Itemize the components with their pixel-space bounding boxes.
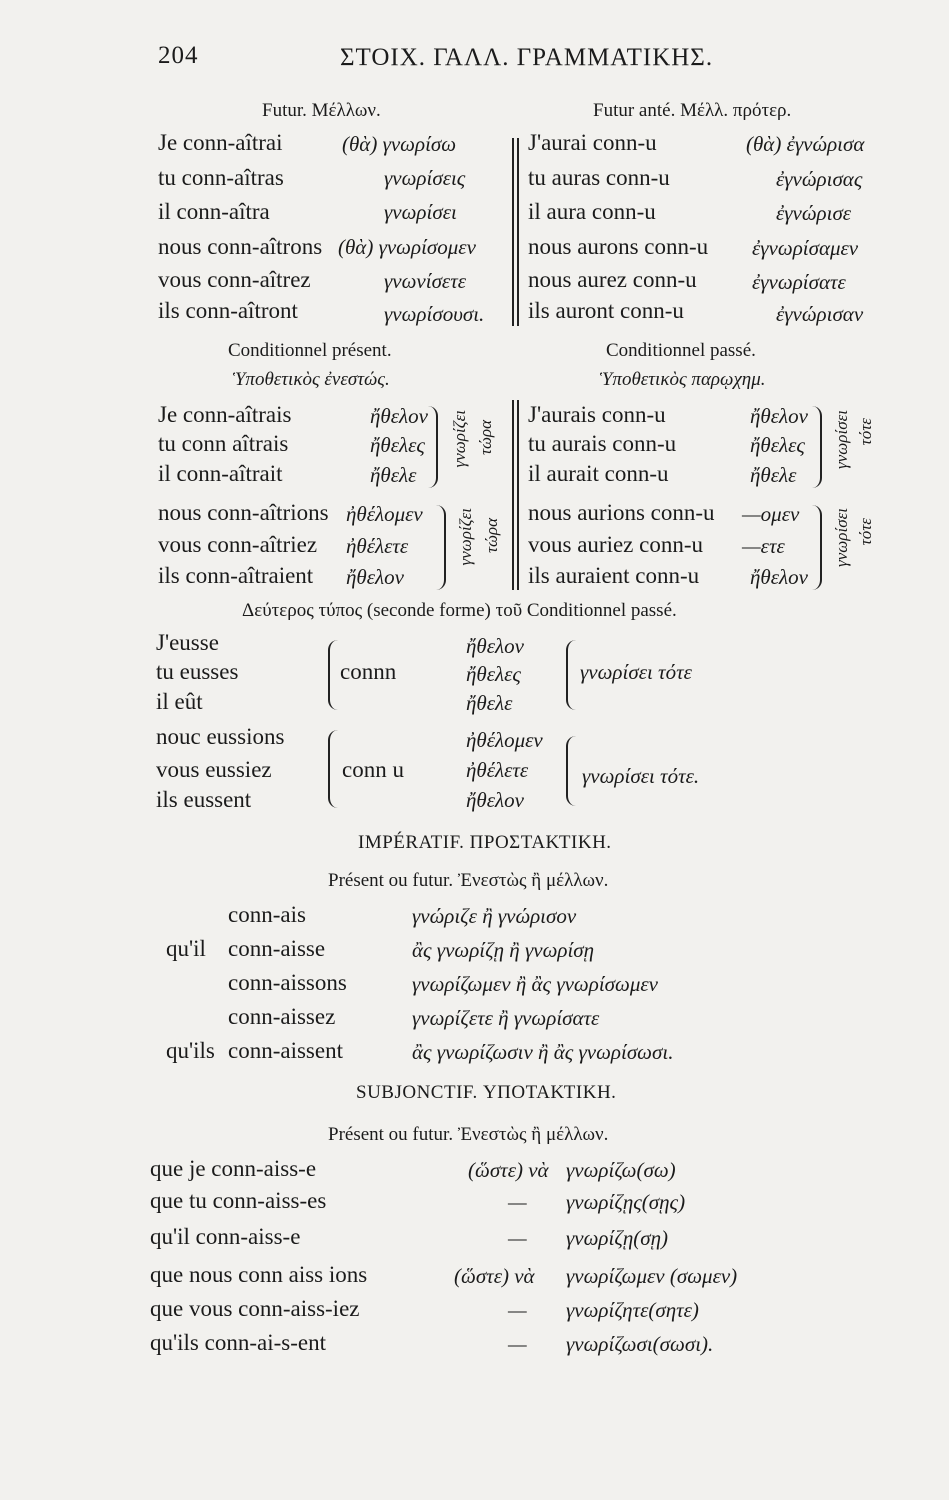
second-form-connu: connn bbox=[340, 659, 397, 684]
subjonctif-mid: (ὥστε) νὰ bbox=[468, 1158, 549, 1182]
subjonctif-gr: γνωρίζω(σω) bbox=[566, 1158, 676, 1182]
subjonctif-fr: qu'ils conn-ai-s-ent bbox=[150, 1330, 326, 1355]
futur-ante-gr: (θὰ) ἐγνώρισα bbox=[746, 132, 865, 156]
futur-ante-fr: il aura conn-u bbox=[528, 199, 656, 224]
subjonctif-fr: que je conn-aiss-e bbox=[150, 1156, 317, 1181]
second-form-fr: tu eusses bbox=[156, 659, 239, 684]
cond-present-gr: ἠθέλετε bbox=[346, 534, 409, 558]
imperatif-fr: conn-aissez bbox=[228, 1004, 336, 1029]
cond-present-fr: vous conn-aîtriez bbox=[158, 532, 318, 557]
futur-fr: ils conn-aîtront bbox=[158, 298, 298, 323]
imperatif-fr: conn-aisse bbox=[228, 936, 326, 961]
cond-present-fr: il conn-aîtrait bbox=[158, 461, 283, 486]
futur-ante-gr: ἐγνωρίσατε bbox=[752, 270, 846, 294]
futur-gr: γνωρίσουσι. bbox=[384, 302, 485, 326]
subjonctif-gr: γνωρίζῃ(σῃ) bbox=[566, 1226, 669, 1250]
cond-present-side: τώρα bbox=[476, 420, 495, 456]
column-divider bbox=[512, 138, 514, 326]
futur-ante-fr: ils auront conn-u bbox=[528, 298, 684, 323]
imperatif-gr: γνωρίζωμεν ἢ ἂς γνωρίσωμεν bbox=[412, 972, 658, 996]
futur-ante-heading: Futur anté. Μέλλ. πρότερ. bbox=[593, 100, 792, 121]
imperatif-gr: γνώριζε ἢ γνώρισον bbox=[412, 904, 577, 928]
cond-passe-fr: vous auriez conn-u bbox=[528, 532, 703, 557]
cond-present-gr: ἤθελον bbox=[370, 404, 428, 428]
brace bbox=[566, 736, 576, 806]
second-form-tail: γνωρίσει τότε bbox=[580, 660, 692, 684]
futur-fr: tu conn-aîtras bbox=[158, 165, 284, 190]
cond-passe-fr: tu aurais conn-u bbox=[528, 431, 677, 456]
subjonctif-mid: — bbox=[508, 1298, 527, 1322]
cond-present-fr: nous conn-aîtrions bbox=[158, 500, 329, 525]
futur-gr: γνωνίσετε bbox=[384, 269, 467, 293]
cond-present-side: γνωρίζει bbox=[456, 508, 475, 566]
cond-present-heading: Conditionnel présent. bbox=[228, 340, 392, 361]
cond-present-side: τώρα bbox=[482, 518, 501, 554]
second-form-fr: vous eussiez bbox=[156, 757, 272, 782]
imperatif-subheading: Présent ou futur. Ἐνεστὼς ἢ μέλλων. bbox=[328, 870, 609, 891]
second-form-tail: γνωρίσει τότε. bbox=[582, 764, 700, 788]
futur-ante-fr: J'aurai conn-u bbox=[528, 130, 657, 155]
subjonctif-mid: — bbox=[508, 1190, 527, 1214]
cond-passe-gr: —ετε bbox=[742, 534, 785, 558]
subjonctif-heading: SUBJONCTIF. ΥΠΟΤΑΚΤΙΚΗ. bbox=[356, 1082, 617, 1103]
subjonctif-fr: que nous conn aiss ions bbox=[150, 1262, 368, 1287]
futur-fr: nous conn-aîtrons bbox=[158, 234, 323, 259]
second-form-connu: conn u bbox=[342, 757, 404, 782]
brace bbox=[812, 505, 822, 590]
cond-present-gr: ἠθέλομεν bbox=[346, 502, 423, 526]
cond-present-fr: ils conn-aîtraient bbox=[158, 563, 314, 588]
second-form-fr: nouc eussions bbox=[156, 724, 285, 749]
brace bbox=[328, 640, 338, 710]
futur-gr: γνωρίσεις bbox=[384, 166, 466, 190]
futur-ante-gr: ἐγνωρίσαμεν bbox=[752, 236, 859, 260]
subjonctif-mid: (ὥστε) νὰ bbox=[454, 1264, 535, 1288]
brace bbox=[812, 406, 822, 488]
cond-passe-side: τότε bbox=[856, 518, 875, 546]
cond-present-fr: Je conn-aîtrais bbox=[158, 402, 292, 427]
futur-gr: γνωρίσει bbox=[384, 200, 457, 224]
futur-gr: (θὰ) γνωρίσω bbox=[342, 132, 457, 156]
imperatif-fr: conn-aissons bbox=[228, 970, 347, 995]
subjonctif-gr: γνωρίζωμεν (σωμεν) bbox=[566, 1264, 738, 1288]
cond-passe-fr: J'aurais conn-u bbox=[528, 402, 666, 427]
second-form-fr: J'eusse bbox=[156, 630, 219, 655]
second-form-fr: ils eussent bbox=[156, 787, 252, 812]
page-number: 204 bbox=[158, 42, 199, 69]
cond-passe-fr: nous aurions conn-u bbox=[528, 500, 715, 525]
imperatif-fr: conn-ais bbox=[228, 902, 306, 927]
futur-gr: (θὰ) γνωρίσομεν bbox=[338, 235, 476, 259]
subjonctif-mid: — bbox=[508, 1226, 527, 1250]
cond-passe-gr: ἤθελε bbox=[750, 463, 797, 487]
cond-passe-gr: ἤθελες bbox=[750, 433, 805, 457]
imperatif-pre: qu'ils bbox=[166, 1038, 215, 1063]
cond-passe-heading: Conditionnel passé. bbox=[606, 340, 756, 361]
column-divider bbox=[517, 400, 519, 590]
cond-passe-fr: il aurait conn-u bbox=[528, 461, 669, 486]
brace bbox=[428, 406, 438, 488]
second-form-heading: Δεύτερος τύπος (seconde forme) τοῦ Conditionnel passé. bbox=[242, 600, 677, 621]
cond-passe-side: γνωρίσει bbox=[832, 508, 851, 567]
futur-ante-fr: nous aurez conn-u bbox=[528, 267, 697, 292]
cond-present-gr: ἤθελε bbox=[370, 463, 417, 487]
cond-present-gr: ἤθελον bbox=[346, 565, 404, 589]
brace bbox=[566, 640, 576, 710]
imperatif-gr: ἂς γνωρίζῃ ἢ γνωρίσῃ bbox=[412, 938, 595, 962]
column-divider bbox=[512, 400, 514, 590]
second-form-gr: ἤθελον bbox=[466, 634, 524, 658]
subjonctif-gr: γνωρίζωσι(σωσι). bbox=[566, 1332, 714, 1356]
cond-passe-side: τότε bbox=[856, 418, 875, 446]
imperatif-pre: qu'il bbox=[166, 936, 206, 961]
second-form-fr: il eût bbox=[156, 689, 203, 714]
futur-ante-gr: ἐγνώρισαν bbox=[776, 302, 864, 326]
cond-present-gr: ἤθελες bbox=[370, 433, 425, 457]
second-form-gr: ἤθελε bbox=[466, 691, 513, 715]
imperatif-fr: conn-aissent bbox=[228, 1038, 343, 1063]
running-head: ΣΤΟΙΧ. ΓΑΛΛ. ΓΡΑΜΜΑΤΙΚΗΣ. bbox=[340, 44, 714, 71]
second-form-gr: ἠθέλετε bbox=[466, 758, 529, 782]
cond-passe-fr: ils auraient conn-u bbox=[528, 563, 700, 588]
futur-ante-fr: nous aurons conn-u bbox=[528, 234, 709, 259]
brace bbox=[328, 730, 338, 808]
subjonctif-gr: γνωρίζῃς(σῃς) bbox=[566, 1190, 686, 1214]
futur-heading: Futur. Μέλλων. bbox=[262, 100, 381, 121]
futur-ante-gr: ἐγνώρισε bbox=[776, 201, 852, 225]
subjonctif-gr: γνωρίζητε(σητε) bbox=[566, 1298, 699, 1322]
cond-passe-gr: —ομεν bbox=[742, 502, 800, 526]
cond-passe-side: γνωρίσει bbox=[832, 410, 851, 469]
cond-present-subheading: Ὑποθετικὸς ἐνεστώς. bbox=[233, 369, 390, 390]
futur-ante-fr: tu auras conn-u bbox=[528, 165, 670, 190]
subjonctif-fr: qu'il conn-aiss-e bbox=[150, 1224, 301, 1249]
brace bbox=[436, 505, 446, 590]
imperatif-heading: IMPÉRATIF. ΠΡΟΣΤΑΚΤΙΚΗ. bbox=[358, 832, 612, 853]
second-form-gr: ἤθελες bbox=[466, 662, 521, 686]
cond-present-fr: tu conn aîtrais bbox=[158, 431, 289, 456]
subjonctif-subheading: Présent ou futur. Ἐνεστὼς ἢ μέλλων. bbox=[328, 1124, 609, 1145]
futur-fr: il conn-aîtra bbox=[158, 199, 270, 224]
subjonctif-mid: — bbox=[508, 1332, 527, 1356]
imperatif-gr: ἂς γνωρίζωσιν ἢ ἂς γνωρίσωσι. bbox=[412, 1040, 674, 1064]
second-form-gr: ἤθελον bbox=[466, 788, 524, 812]
futur-fr: vous conn-aîtrez bbox=[158, 267, 311, 292]
column-divider bbox=[517, 138, 519, 326]
futur-fr: Je conn-aîtrai bbox=[158, 130, 283, 155]
cond-passe-gr: ἤθελον bbox=[750, 404, 808, 428]
second-form-gr: ἠθέλομεν bbox=[466, 728, 543, 752]
cond-passe-subheading: Ὑποθετικὸς παρῳχημ. bbox=[600, 369, 766, 390]
cond-present-side: γνωρίζει bbox=[450, 410, 469, 468]
subjonctif-fr: que vous conn-aiss-iez bbox=[150, 1296, 360, 1321]
cond-passe-gr: ἤθελον bbox=[750, 565, 808, 589]
imperatif-gr: γνωρίζετε ἢ γνωρίσατε bbox=[412, 1006, 600, 1030]
subjonctif-fr: que tu conn-aiss-es bbox=[150, 1188, 327, 1213]
futur-ante-gr: ἐγνώρισας bbox=[776, 167, 863, 191]
